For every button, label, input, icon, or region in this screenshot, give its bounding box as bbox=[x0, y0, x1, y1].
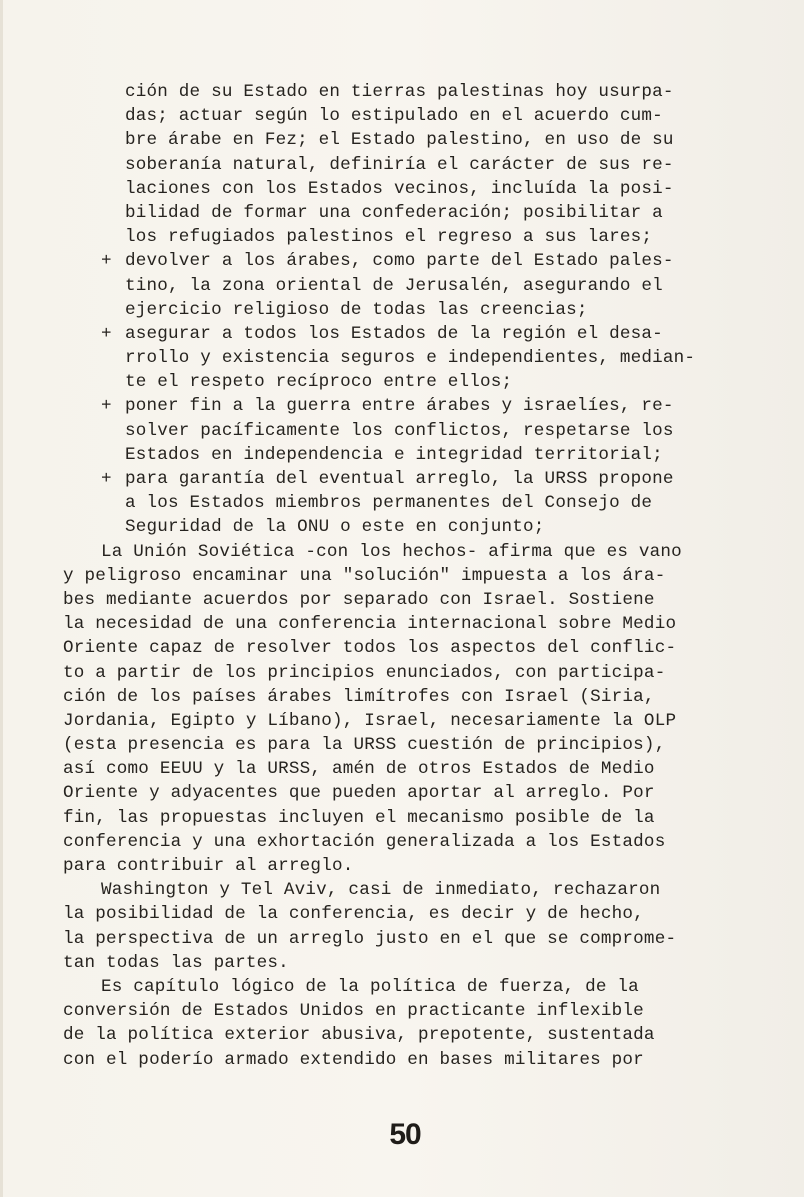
line-text: (esta presencia es para la URSS cuestión de principios), bbox=[63, 735, 666, 756]
text-line bbox=[63, 999, 763, 1023]
line-text: bre árabe en Fez; el Estado palestino, en uso de su bbox=[125, 130, 674, 151]
text-line bbox=[63, 781, 763, 805]
line-text: la posibilidad de la conferencia, es decir y de hecho, bbox=[63, 904, 644, 925]
line-text: bilidad de formar una confederación; posibilitar a bbox=[125, 202, 663, 223]
text-line bbox=[63, 709, 763, 733]
line-text: laciones con los Estados vecinos, incluída la posi- bbox=[125, 178, 674, 199]
text-line bbox=[63, 128, 763, 152]
line-text: Washington y Tel Aviv, casi de inmediato, rechazaron bbox=[101, 880, 661, 901]
text-line bbox=[63, 878, 763, 902]
text-line bbox=[63, 927, 763, 951]
line-text: bes mediante acuerdos por separado con Israel. Sostiene bbox=[63, 589, 655, 610]
body-text bbox=[63, 80, 763, 1072]
list-bullet: + bbox=[101, 469, 112, 489]
text-line bbox=[63, 951, 763, 975]
text-line bbox=[63, 394, 763, 418]
text-line bbox=[63, 153, 763, 177]
line-text: la necesidad de una conferencia internacional sobre Medio bbox=[63, 614, 677, 635]
text-line bbox=[63, 975, 763, 999]
line-text: la perspectiva de un arreglo justo en el que se comprome- bbox=[63, 928, 677, 949]
text-line bbox=[63, 104, 763, 128]
line-text: te el respeto recíproco entre ellos; bbox=[125, 372, 513, 393]
line-text: Es capítulo lógico de la política de fuerza, de la bbox=[101, 976, 639, 997]
line-text: los refugiados palestinos el regreso a sus lares; bbox=[125, 227, 653, 248]
text-line bbox=[63, 515, 763, 539]
line-text: Jordania, Egipto y Líbano), Israel, necesariamente la OLP bbox=[63, 710, 677, 731]
line-text: a los Estados miembros permanentes del Consejo de bbox=[125, 493, 653, 514]
line-text: Estados en independencia e integridad territorial; bbox=[125, 444, 663, 465]
line-text: solver pacíficamente los conflictos, respetarse los bbox=[125, 420, 674, 441]
text-line bbox=[63, 902, 763, 926]
text-line bbox=[63, 346, 763, 370]
line-text: ción de su Estado en tierras palestinas hoy usurpa- bbox=[125, 82, 674, 102]
text-line bbox=[63, 540, 763, 564]
text-line bbox=[63, 1048, 763, 1072]
text-line bbox=[63, 322, 763, 346]
line-text: de la política exterior abusiva, prepotente, sustentada bbox=[63, 1025, 655, 1046]
text-line bbox=[63, 80, 763, 104]
text-line bbox=[63, 685, 763, 709]
text-line bbox=[63, 661, 763, 685]
line-text: fin, las propuestas incluyen el mecanismo posible de la bbox=[63, 807, 655, 828]
text-line bbox=[63, 249, 763, 273]
text-line bbox=[63, 419, 763, 443]
line-text: con el poderío armado extendido en bases militares por bbox=[63, 1049, 644, 1070]
text-line bbox=[63, 177, 763, 201]
line-text: ción de los países árabes limítrofes con Israel (Siria, bbox=[63, 686, 655, 707]
text-line bbox=[63, 298, 763, 322]
line-text: Seguridad de la ONU o este en conjunto; bbox=[125, 517, 545, 538]
line-text: tan todas las partes. bbox=[63, 952, 289, 973]
text-line bbox=[63, 588, 763, 612]
text-line bbox=[63, 225, 763, 249]
text-line bbox=[63, 1023, 763, 1047]
line-text: to a partir de los principios enunciados, con participa- bbox=[63, 662, 666, 683]
text-line bbox=[63, 467, 763, 491]
line-text: tino, la zona oriental de Jerusalén, asegurando el bbox=[125, 275, 663, 296]
text-line bbox=[63, 733, 763, 757]
line-text: rrollo y existencia seguros e independientes, median- bbox=[125, 348, 696, 369]
text-line bbox=[63, 757, 763, 781]
text-line bbox=[63, 274, 763, 298]
line-text: para contribuir al arreglo. bbox=[63, 856, 354, 876]
text-line bbox=[63, 636, 763, 660]
line-text: soberanía natural, definiría el carácter de sus re- bbox=[125, 154, 674, 175]
text-line bbox=[63, 806, 763, 830]
line-text: y peligroso encaminar una "solución" impuesta a los ára- bbox=[63, 565, 666, 586]
text-line bbox=[63, 201, 763, 225]
text-line bbox=[63, 370, 763, 394]
text-line bbox=[63, 564, 763, 588]
line-text: así como EEUU y la URSS, amén de otros Estados de Medio bbox=[63, 759, 655, 780]
page-number: 50 bbox=[389, 1118, 421, 1151]
text-line bbox=[63, 830, 763, 854]
text-line bbox=[63, 491, 763, 515]
line-text: Oriente y adyacentes que pueden aportar al arreglo. Por bbox=[63, 783, 655, 804]
line-text: poner fin a la guerra entre árabes y israelíes, re- bbox=[125, 396, 674, 417]
line-text: asegurar a todos los Estados de la región el desa- bbox=[125, 323, 663, 344]
line-text: conferencia y una exhortación generalizada a los Estados bbox=[63, 831, 666, 852]
list-bullet: + bbox=[101, 251, 112, 272]
line-text: conversión de Estados Unidos en practicante inflexible bbox=[63, 1001, 644, 1022]
line-text: das; actuar según lo estipulado en el acuerdo cum- bbox=[125, 106, 663, 127]
line-text: para garantía del eventual arreglo, la URSS propone bbox=[125, 469, 674, 489]
line-text: La Unión Soviética -con los hechos- afirma que es vano bbox=[101, 541, 682, 562]
text-line bbox=[63, 443, 763, 467]
line-text: devolver a los árabes, como parte del Estado pales- bbox=[125, 251, 674, 272]
list-bullet: + bbox=[101, 323, 112, 344]
list-bullet: + bbox=[101, 396, 112, 417]
text-line bbox=[63, 612, 763, 636]
line-text: ejercicio religioso de todas las creencias; bbox=[125, 299, 588, 320]
text-line bbox=[63, 854, 763, 878]
line-text: Oriente capaz de resolver todos los aspectos del conflic- bbox=[63, 638, 677, 659]
